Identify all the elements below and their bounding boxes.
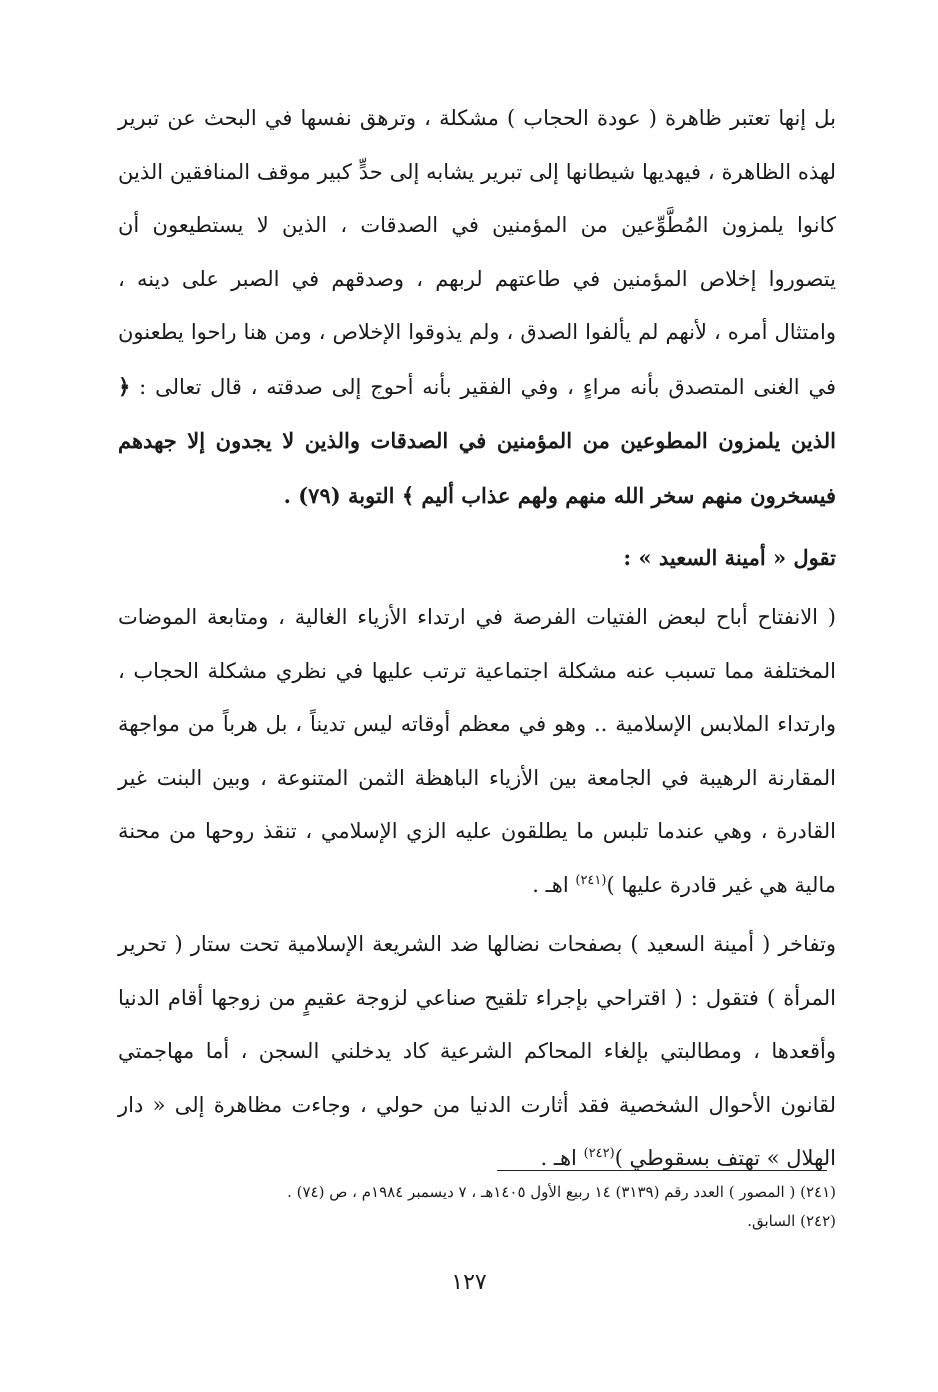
footnote-ref-241: (٢٤١) (575, 872, 607, 888)
section-heading: تقول « أمينة السعيد » : (623, 545, 836, 570)
paragraph-1 (118, 92, 836, 523)
paragraph-3-end: اهـ . (540, 1146, 584, 1170)
page-number: ١٢٧ (451, 1270, 487, 1295)
paragraph-2-end: اهـ . (532, 872, 576, 897)
footnote-241: (٢٤١) ( المصور ) العدد رقم (٣١٣٩) ١٤ ربيع الأول ١٤٠٥هـ ، ٧ ديسمبر ١٩٨٤م ، ص (٧٤) . (287, 1183, 836, 1201)
paragraph-3 (118, 918, 836, 1186)
footnote-ref-242: (٢٤٢) (583, 1146, 615, 1161)
paragraph-2-text: ( الانفتاح أباح لبعض الفتيات الفرصة في ارتداء الأزياء الغالية ، ومتابعة الموضات المختلفة مما تسبب عنه مشكلة اجتماعية ترتب عليها في نظري مشكلة الحجاب ، وارتداء الملابس الإسلامية .. وهو في معظم أوقاته ليس تديناً ، بل هرباً من مواجهة المقارنة الرهيبة في الجامعة بين الأزياء الباهظة الثمن المتنوعة ، وبين البنت غير القادرة ، وهي عندما تلبس ما يطلقون عليه الزي الإسلامي ، تنقذ روحها من محنة مالية هي غير قادرة عليها ) (118, 605, 836, 897)
page-body (118, 92, 836, 1186)
quran-verse: ﴿ الذين يلمزون المطوعين من المؤمنين في الصدقات والذين لا يجدون إلا جهدهم فيسخرون منهم سخر الله منهم ولهم عذاب أليم ﴾ التوبة (٧٩) . (118, 373, 836, 508)
paragraph-1-text: بل إنها تعتبر ظاهرة ( عودة الحجاب ) مشكلة ، وترهق نفسها في البحث عن تبرير لهذه الظاهرة ، فيهديها شيطانها إلى تبرير يشابه إلى حدٍّ كبير موقف المنافقين الذين كانوا يلمزون المُطَّوِّعين من المؤمنين في الصدقات ، الذين لا يستطيعون أن يتصوروا إخلاص المؤمنين في طاعتهم لربهم ، وصدقهم في الصبر على دينه ، وامتثال أمره ، لأنهم لم يألفوا الصدق ، ولم يذوقوا الإخلاص ، ومن هنا راحوا يطعنون في الغنى المتصدق بأنه مراءٍ ، وفي الفقير بأنه أحوج إلى صدقته ، قال تعالى : (118, 106, 836, 399)
footnotes (118, 1178, 836, 1236)
paragraph-2 (118, 591, 836, 912)
paragraph-3-text: وتفاخر ( أمينة السعيد ) بصفحات نضالها ضد الشريعة الإسلامية تحت ستار ( تحرير المرأة ) فتقول : ( اقتراحي بإجراء تلقيح صناعي لزوجة عقيمٍ من زوجها أقام الدنيا وأقعدها ، ومطالبتي بإلغاء المحاكم الشرعية كاد يدخلني السجن ، أما مهاجمتي لقانون الأحوال الشخصية فقد أثارت الدنيا من حولي ، وجاءت مظاهرة إلى « دار الهلال » تهتف بسقوطي ) (118, 932, 836, 1170)
footnote-divider (497, 1170, 827, 1171)
footnote-242: (٢٤٢) السابق. (747, 1212, 836, 1230)
